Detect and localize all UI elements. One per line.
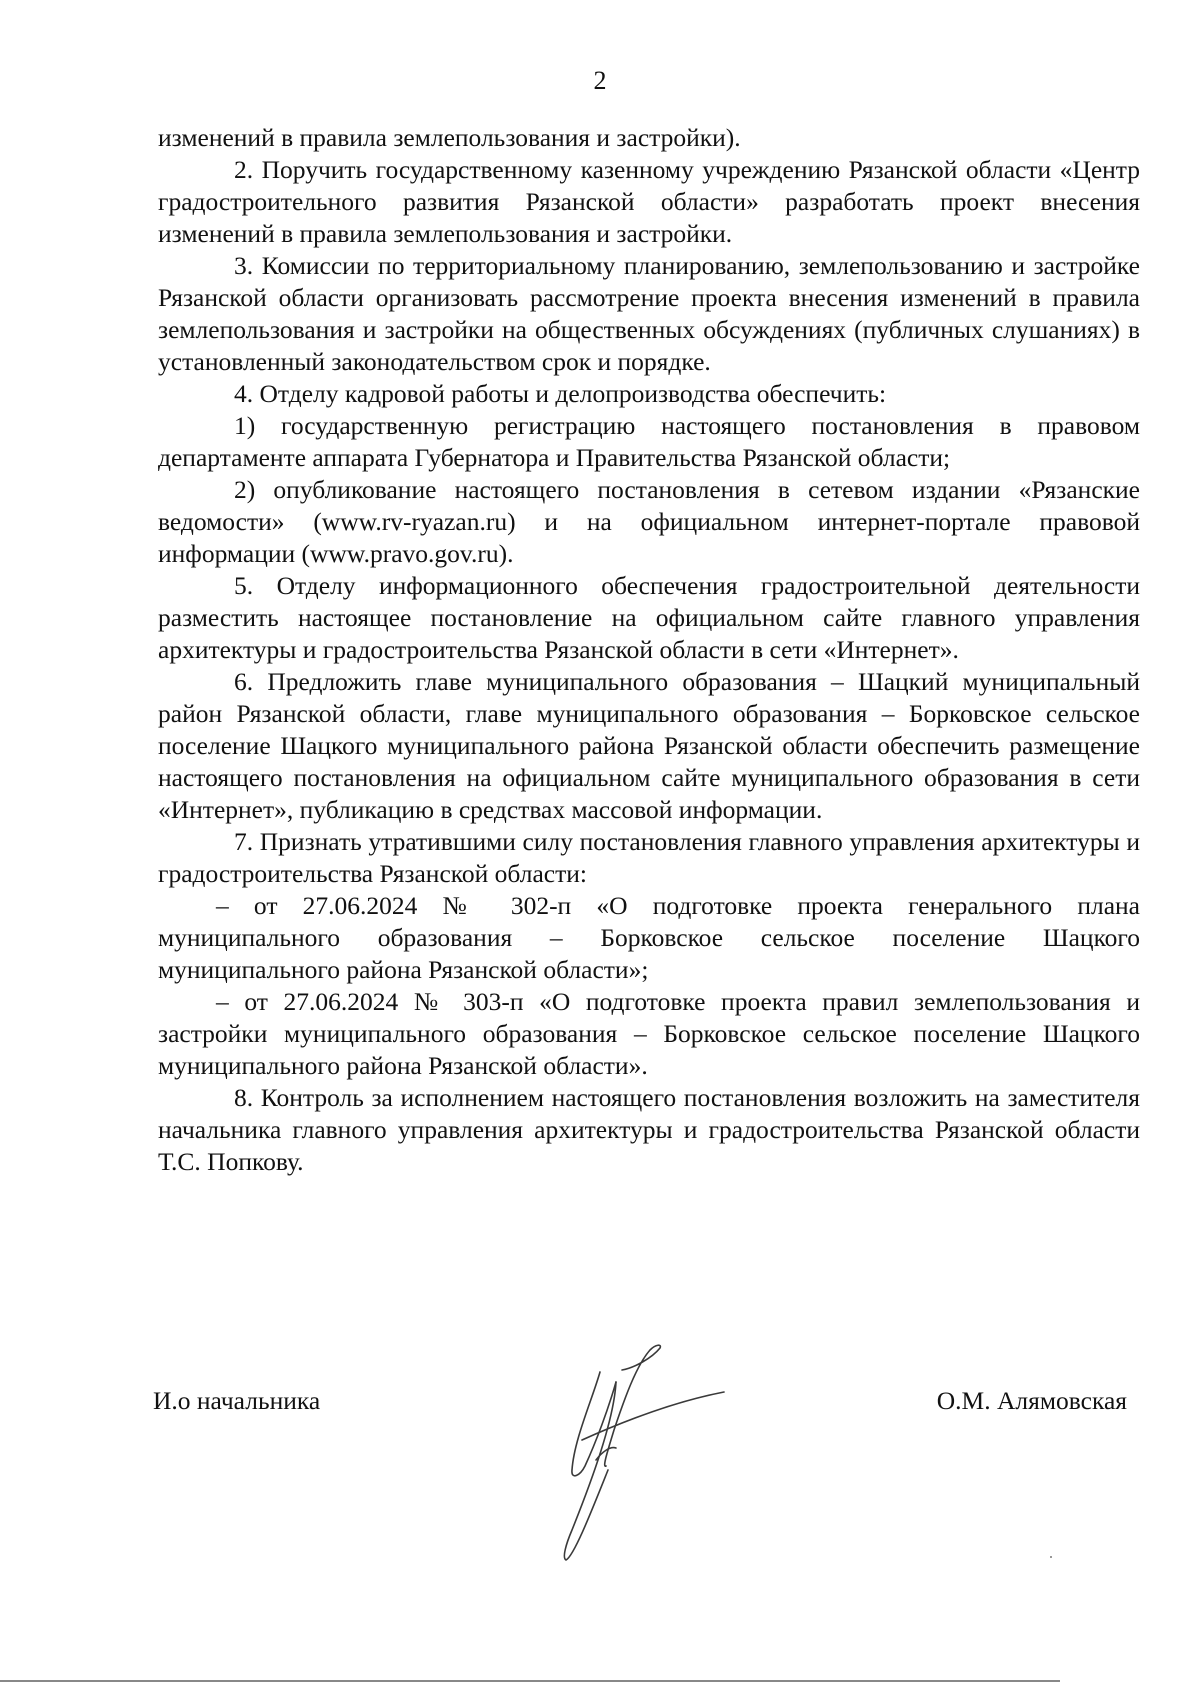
paragraph: 2. Поручить государственному казенному учреждению Рязанской области «Центр градостроительного развития Рязанской области» разработать проект внесения изменений в правила землепользования и застройки. [158,155,1140,248]
paragraph: 8. Контроль за исполнением настоящего постановления возложить на заместителя начальника главного управления архитектуры и градостроительства Рязанской области Т.С. Попкову. [158,1083,1140,1176]
bottom-rule [0,1680,1060,1682]
signatory-position: И.о начальника [153,1386,321,1415]
paragraph: 2) опубликование настоящего постановления в сетевом издании «Рязанские ведомости» (www.rv-ryazan.ru) и на официальном интернет-портале правовой информации (www.pravo.gov.ru). [158,475,1140,568]
scan-dot [1050,1556,1052,1558]
paragraph: 4. Отделу кадровой работы и делопроизводства обеспечить: [234,379,887,408]
paragraph: 5. Отделу информационного обеспечения градостроительной деятельности разместить настоящее постановление на официальном сайте главного управления архитектуры и градостроительства Рязанской области в сети «Интернет». [158,571,1140,664]
document-body [158,122,1140,1178]
paragraph: 3. Комиссии по территориальному планированию, землепользованию и застройке Рязанской области организовать рассмотрение проекта внесения изменений в правила землепользования и застройки на общественных обсуждениях (публичных слушаниях) в установленный законодательством срок и порядке. [158,251,1140,376]
paragraph: 6. Предложить главе муниципального образования – Шацкий муниципальный район Рязанской области, главе муниципального образования – Борковское сельское поселение Шацкого муниципального района Рязанской области обеспечить размещение настоящего постановления на официальном сайте муниципального образования в сети «Интернет», публикацию в средствах массовой информации. [158,667,1140,824]
handwritten-signature-icon [552,1330,792,1570]
page-number: 2 [593,66,607,95]
paragraph: – от 27.06.2024 № 302-п «О подготовке проекта генерального плана муниципального образования – Борковское сельское поселение Шацкого муниципального района Рязанской области»; [158,891,1140,984]
paragraph: 7. Признать утратившими силу постановления главного управления архитектуры и градостроительства Рязанской области: [158,827,1140,888]
paragraph: 1) государственную регистрацию настоящего постановления в правовом департаменте аппарата Губернатора и Правительства Рязанской области; [158,411,1140,472]
signatory-name: О.М. Алямовская [936,1386,1127,1415]
paragraph: изменений в правила землепользования и застройки). [158,123,741,152]
paragraph: – от 27.06.2024 № 303-п «О подготовке проекта правил землепользования и застройки муниципального образования – Борковское сельское поселение Шацкого муниципального района Рязанской области». [158,987,1140,1080]
